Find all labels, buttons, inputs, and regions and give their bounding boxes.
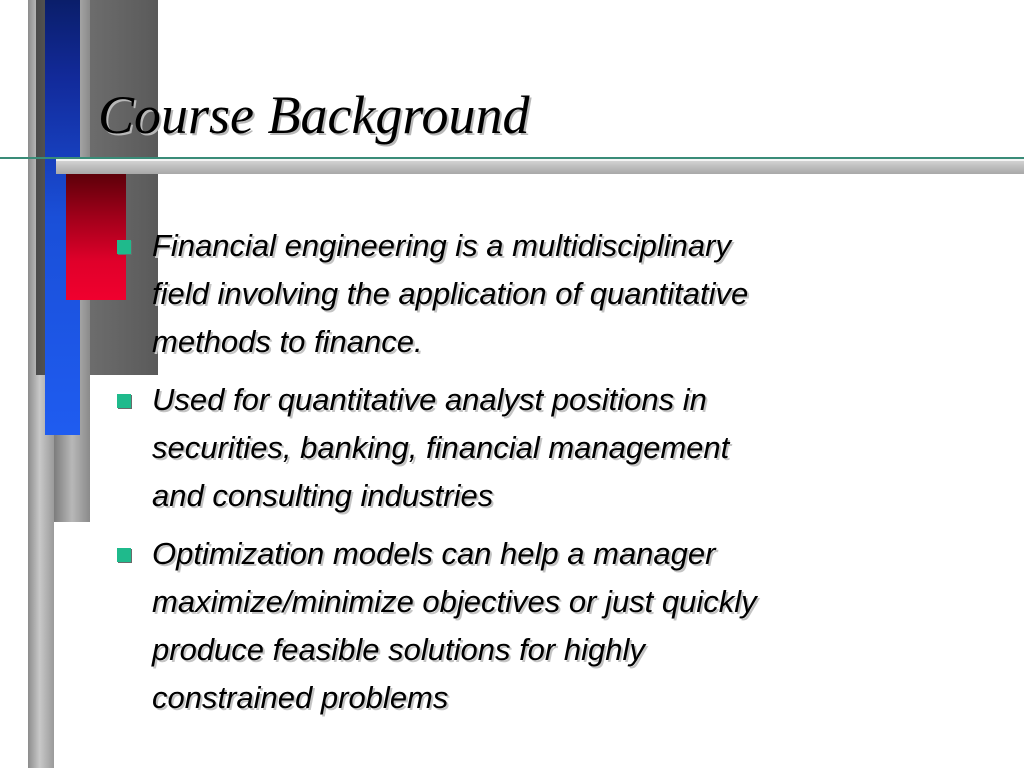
square-bullet-icon	[117, 394, 131, 408]
bullet-line: Optimization models can help a manager	[152, 536, 716, 571]
bullet-line: and consulting industries	[152, 478, 494, 513]
bullet-line: methods to finance.	[152, 324, 423, 359]
slide-title: Course Background	[98, 85, 530, 145]
bullet-item	[112, 376, 972, 520]
bullet-item	[112, 530, 972, 722]
bullet-line: Financial engineering is a multidisciplinary	[152, 228, 731, 263]
square-bullet-icon	[117, 548, 131, 562]
bullet-line: constrained problems	[152, 680, 449, 715]
bullet-list	[112, 222, 972, 732]
bullet-item	[112, 222, 972, 366]
bullet-line: produce feasible solutions for highly	[152, 632, 645, 667]
bullet-line: Used for quantitative analyst positions in	[152, 382, 707, 417]
square-bullet-icon	[117, 240, 131, 254]
title-rule-highlight	[56, 159, 1024, 161]
bullet-line: securities, banking, financial management	[152, 430, 730, 465]
bullet-line: field involving the application of quantitative	[152, 276, 749, 311]
bullet-line: maximize/minimize objectives or just quickly	[152, 584, 757, 619]
title-rule-shadow	[56, 160, 1024, 174]
title-rule	[0, 157, 1024, 159]
